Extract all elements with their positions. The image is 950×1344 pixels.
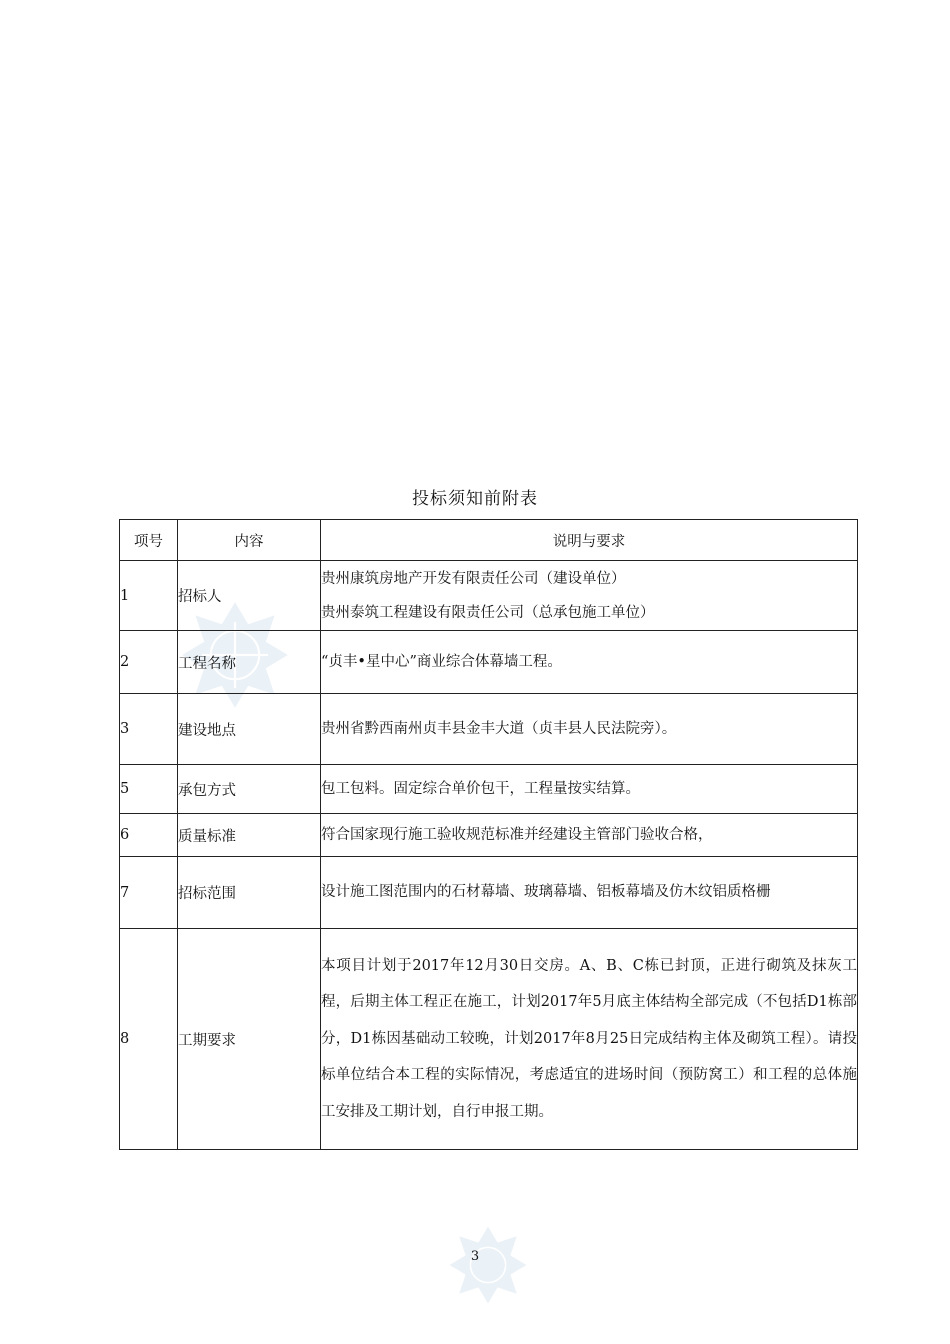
row-number: 8	[120, 929, 178, 1150]
table-row	[120, 694, 858, 765]
description-line: 设计施工图范围内的石材幕墙、玻璃幕墙、铝板幕墙及仿木纹铝质格栅	[321, 884, 771, 901]
description-line: 符合国家现行施工验收规范标准并经建设主管部门验收合格，	[321, 826, 713, 843]
row-item: 工程名称	[178, 631, 321, 694]
row-number: 6	[120, 814, 178, 857]
header-description: 说明与要求	[321, 520, 858, 561]
table-row	[120, 765, 858, 814]
description-line: “贞丰•星中心”商业综合体幕墙工程。	[321, 653, 562, 670]
description-line: 贵州泰筑工程建设有限责任公司（总承包施工单位）	[321, 604, 655, 621]
table-row	[120, 929, 858, 1150]
requirements-table	[119, 519, 858, 1150]
row-description	[321, 561, 858, 631]
row-item: 建设地点	[178, 694, 321, 765]
row-description	[321, 765, 858, 814]
table-row	[120, 631, 858, 694]
header-item-number: 项号	[120, 520, 178, 561]
row-item: 招标范围	[178, 857, 321, 929]
watermark-logo-bottom	[448, 1225, 528, 1305]
row-description	[321, 631, 858, 694]
row-item: 工期要求	[178, 929, 321, 1150]
row-number: 7	[120, 857, 178, 929]
document-title: 投标须知前附表	[412, 489, 538, 509]
page-number: 3	[470, 1249, 480, 1264]
row-item: 质量标准	[178, 814, 321, 857]
table-row	[120, 814, 858, 857]
table-header-row	[120, 520, 858, 561]
row-description	[321, 814, 858, 857]
row-number: 5	[120, 765, 178, 814]
row-number: 3	[120, 694, 178, 765]
table-row	[120, 561, 858, 631]
row-description	[321, 694, 858, 765]
row-item: 招标人	[178, 561, 321, 631]
table-row	[120, 857, 858, 929]
row-description	[321, 929, 858, 1150]
description-line: 本项目计划于2017年12月30日交房。A、B、C栋已封顶，正进行砌筑及抹灰工程，后期主体工程正在施工，计划2017年5月底主体结构全部完成（不包括D1栋部分，D1栋因基础动工较晚，计划2017年8月25日完成结构主体及砌筑工程）。请投标单位结合本工程的实际情况，考虑适宜的进场时间（预防窝工）和工程的总体施工安排及工期计划，自行申报工期。	[321, 957, 857, 1120]
row-item: 承包方式	[178, 765, 321, 814]
header-content: 内容	[178, 520, 321, 561]
row-number: 2	[120, 631, 178, 694]
row-description	[321, 857, 858, 929]
row-number: 1	[120, 561, 178, 631]
description-line: 贵州省黔西南州贞丰县金丰大道（贞丰县人民法院旁）。	[321, 720, 677, 737]
description-line: 包工包料。固定综合单价包干，工程量按实结算。	[321, 780, 640, 797]
description-line: 贵州康筑房地产开发有限责任公司（建设单位）	[321, 570, 626, 587]
